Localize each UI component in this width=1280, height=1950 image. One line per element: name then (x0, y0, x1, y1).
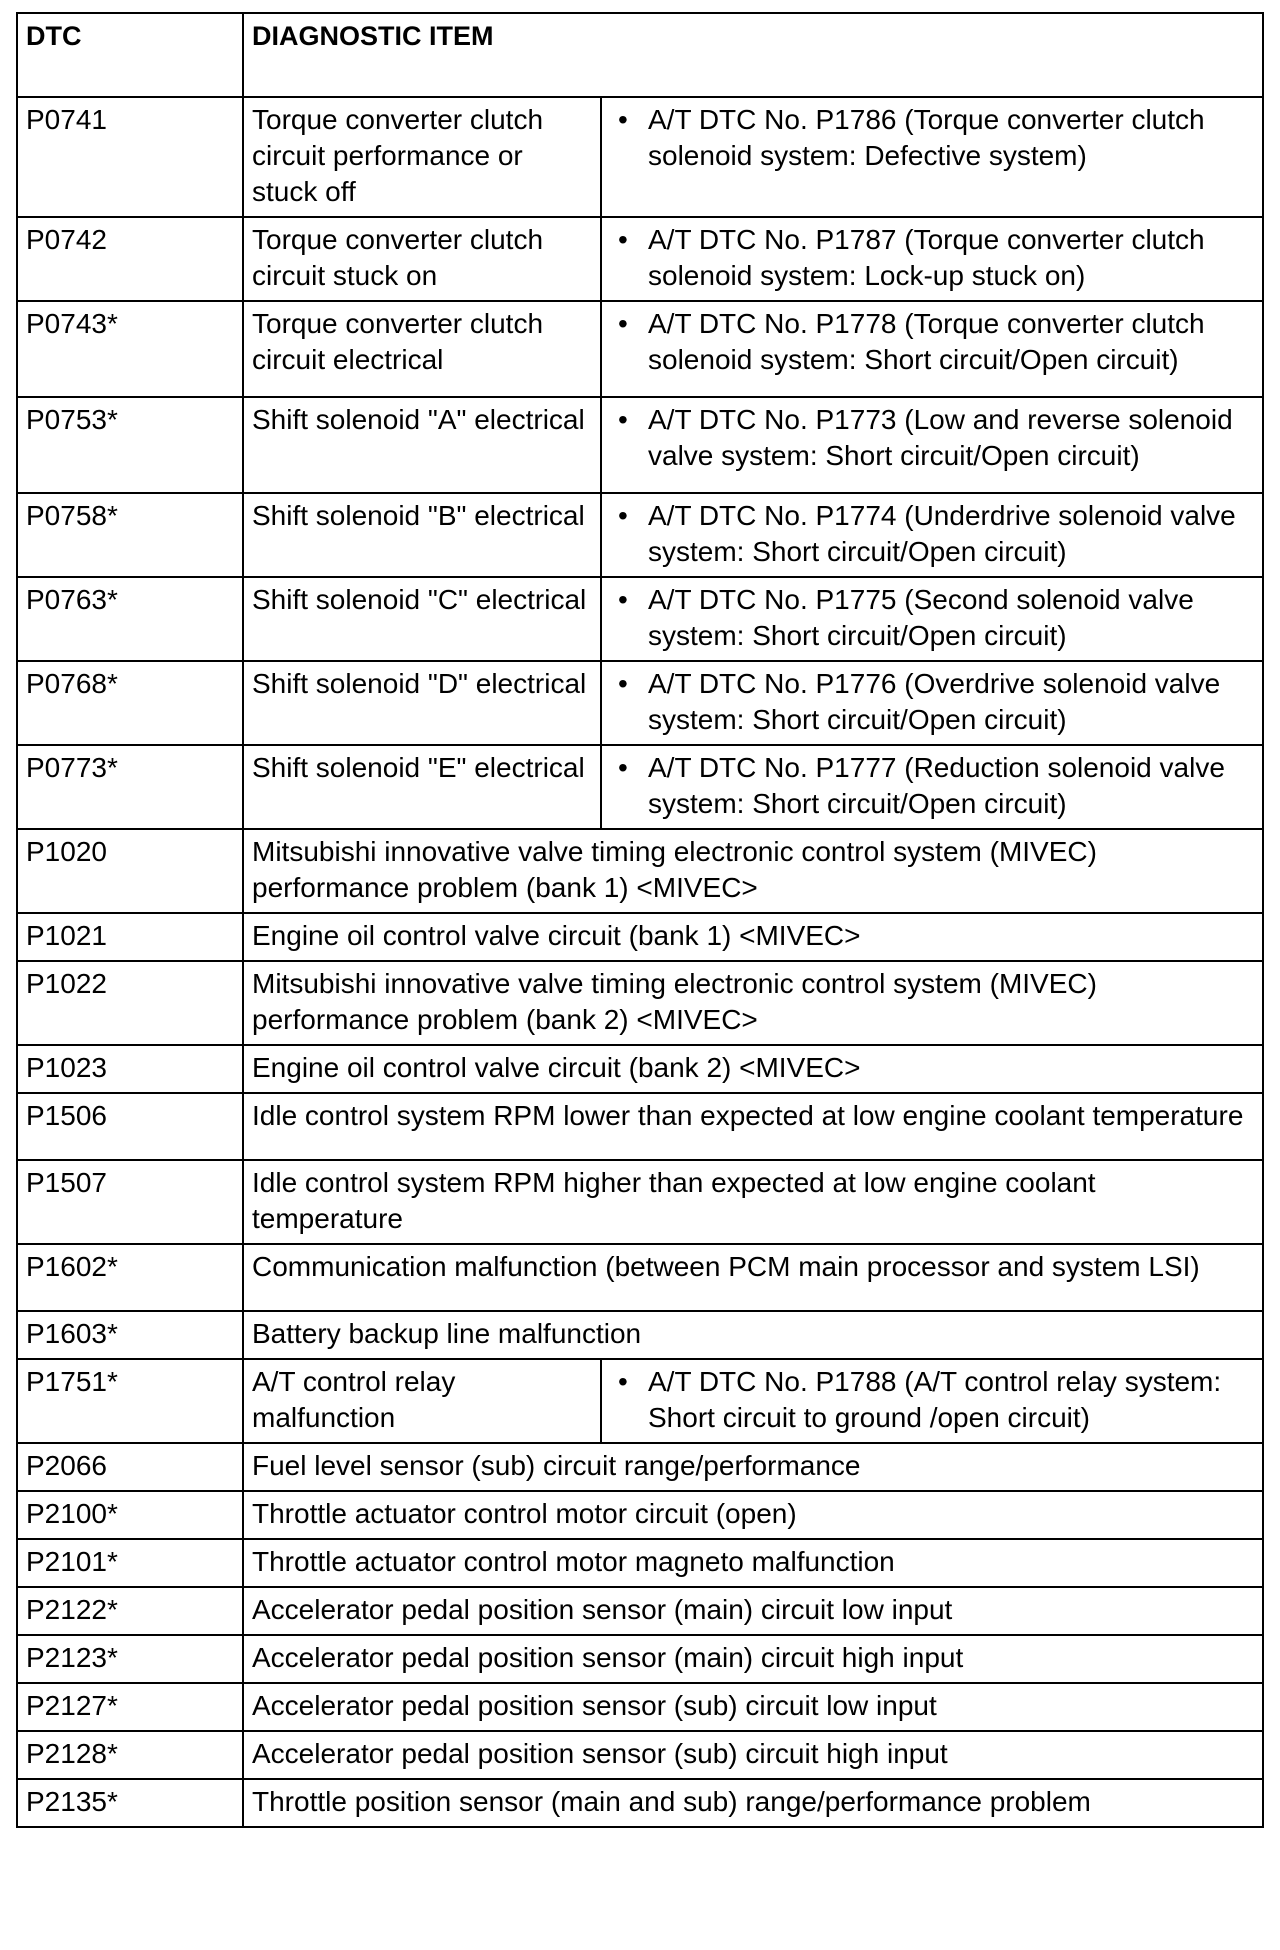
table-row (17, 1779, 1263, 1827)
diagnostic-item: Shift solenoid "C" electrical (243, 577, 601, 661)
header-dtc: DTC (17, 13, 243, 97)
diagnostic-item: A/T control relay malfunction (243, 1359, 601, 1443)
diagnostic-item: Throttle position sensor (main and sub) range/performance problem (243, 1779, 1263, 1827)
at-dtc-detail (601, 493, 1263, 577)
diagnostic-item: Accelerator pedal position sensor (main) circuit low input (243, 1587, 1263, 1635)
dtc-table (16, 12, 1264, 1828)
table-row (17, 1160, 1263, 1244)
dtc-code: P1020 (17, 829, 243, 913)
diagnostic-item: Shift solenoid "B" electrical (243, 493, 601, 577)
dtc-code: P1506 (17, 1093, 243, 1160)
table-row (17, 577, 1263, 661)
diagnostic-item: Accelerator pedal position sensor (main) circuit high input (243, 1635, 1263, 1683)
diagnostic-item: Shift solenoid "A" electrical (243, 397, 601, 493)
bullet-item (610, 750, 1254, 822)
dtc-code: P2128* (17, 1731, 243, 1779)
diagnostic-item: Torque converter clutch circuit performance or stuck off (243, 97, 601, 217)
table-row (17, 1587, 1263, 1635)
diagnostic-item: Accelerator pedal position sensor (sub) circuit low input (243, 1683, 1263, 1731)
bullet-item (610, 306, 1254, 378)
table-row (17, 1244, 1263, 1311)
at-dtc-detail (601, 97, 1263, 217)
diagnostic-item: Throttle actuator control motor magneto malfunction (243, 1539, 1263, 1587)
dtc-code: P0763* (17, 577, 243, 661)
table-row (17, 301, 1263, 397)
table-row (17, 661, 1263, 745)
diagnostic-item: Idle control system RPM lower than expected at low engine coolant temperature (243, 1093, 1263, 1160)
table-row (17, 1635, 1263, 1683)
dtc-code: P2101* (17, 1539, 243, 1587)
dtc-code: P1021 (17, 913, 243, 961)
dtc-code: P1602* (17, 1244, 243, 1311)
table-row (17, 1443, 1263, 1491)
bullet-item (610, 1364, 1254, 1436)
dtc-code: P0753* (17, 397, 243, 493)
bullet-item (610, 102, 1254, 174)
at-dtc-detail-text: A/T DTC No. P1777 (Reduction solenoid valve system: Short circuit/Open circuit) (648, 752, 1225, 819)
bullet-icon: • (618, 1366, 628, 1397)
table-row (17, 1539, 1263, 1587)
bullet-icon: • (618, 752, 628, 783)
table-row (17, 493, 1263, 577)
dtc-code: P1751* (17, 1359, 243, 1443)
diagnostic-item: Torque converter clutch circuit stuck on (243, 217, 601, 301)
diagnostic-item: Torque converter clutch circuit electrical (243, 301, 601, 397)
diagnostic-item: Shift solenoid "D" electrical (243, 661, 601, 745)
at-dtc-detail-text: A/T DTC No. P1788 (A/T control relay system: Short circuit to ground /open circuit) (648, 1366, 1222, 1433)
table-row (17, 1045, 1263, 1093)
dtc-code: P2123* (17, 1635, 243, 1683)
diagnostic-item: Mitsubishi innovative valve timing electronic control system (MIVEC) performance problem (bank 2) <MIVEC> (243, 961, 1263, 1045)
at-dtc-detail-text: A/T DTC No. P1786 (Torque converter clutch solenoid system: Defective system) (648, 104, 1205, 171)
dtc-code: P0758* (17, 493, 243, 577)
diagnostic-item: Idle control system RPM higher than expected at low engine coolant temperature (243, 1160, 1263, 1244)
dtc-code: P1507 (17, 1160, 243, 1244)
diagnostic-item: Accelerator pedal position sensor (sub) circuit high input (243, 1731, 1263, 1779)
dtc-code: P0768* (17, 661, 243, 745)
diagnostic-item: Engine oil control valve circuit (bank 2) <MIVEC> (243, 1045, 1263, 1093)
diagnostic-item: Throttle actuator control motor circuit (open) (243, 1491, 1263, 1539)
table-row (17, 97, 1263, 217)
dtc-code: P0743* (17, 301, 243, 397)
bullet-item (610, 402, 1254, 474)
bullet-icon: • (618, 404, 628, 435)
dtc-code: P2135* (17, 1779, 243, 1827)
at-dtc-detail (601, 301, 1263, 397)
table-row (17, 1359, 1263, 1443)
bullet-icon: • (618, 500, 628, 531)
at-dtc-detail-text: A/T DTC No. P1776 (Overdrive solenoid valve system: Short circuit/Open circuit) (648, 668, 1221, 735)
table-row (17, 1491, 1263, 1539)
dtc-code: P0773* (17, 745, 243, 829)
diagnostic-item: Fuel level sensor (sub) circuit range/performance (243, 1443, 1263, 1491)
dtc-code: P0741 (17, 97, 243, 217)
table-row (17, 1311, 1263, 1359)
at-dtc-detail-text: A/T DTC No. P1774 (Underdrive solenoid valve system: Short circuit/Open circuit) (648, 500, 1236, 567)
at-dtc-detail-text: A/T DTC No. P1773 (Low and reverse solenoid valve system: Short circuit/Open circuit) (648, 404, 1233, 471)
bullet-item (610, 498, 1254, 570)
table-row (17, 1093, 1263, 1160)
bullet-icon: • (618, 584, 628, 615)
dtc-code: P1023 (17, 1045, 243, 1093)
table-row (17, 397, 1263, 493)
at-dtc-detail (601, 661, 1263, 745)
bullet-icon: • (618, 308, 628, 339)
bullet-item (610, 666, 1254, 738)
bullet-icon: • (618, 104, 628, 135)
diagnostic-item: Shift solenoid "E" electrical (243, 745, 601, 829)
table-header-row (17, 13, 1263, 97)
table-row (17, 1683, 1263, 1731)
dtc-code: P2127* (17, 1683, 243, 1731)
dtc-code: P1603* (17, 1311, 243, 1359)
dtc-code: P2066 (17, 1443, 243, 1491)
table-row (17, 829, 1263, 913)
table-row (17, 745, 1263, 829)
diagnostic-item: Mitsubishi innovative valve timing electronic control system (MIVEC) performance problem (bank 1) <MIVEC> (243, 829, 1263, 913)
dtc-code: P2100* (17, 1491, 243, 1539)
diagnostic-item: Communication malfunction (between PCM main processor and system LSI) (243, 1244, 1263, 1311)
bullet-icon: • (618, 668, 628, 699)
header-diagnostic-item: DIAGNOSTIC ITEM (243, 13, 1263, 97)
dtc-table-body (17, 13, 1263, 1827)
at-dtc-detail-text: A/T DTC No. P1775 (Second solenoid valve system: Short circuit/Open circuit) (648, 584, 1194, 651)
bullet-icon: • (618, 224, 628, 255)
at-dtc-detail-text: A/T DTC No. P1778 (Torque converter clutch solenoid system: Short circuit/Open circuit) (648, 308, 1205, 375)
bullet-item (610, 222, 1254, 294)
table-row (17, 217, 1263, 301)
diagnostic-item: Engine oil control valve circuit (bank 1) <MIVEC> (243, 913, 1263, 961)
at-dtc-detail (601, 397, 1263, 493)
at-dtc-detail-text: A/T DTC No. P1787 (Torque converter clutch solenoid system: Lock-up stuck on) (648, 224, 1205, 291)
table-row (17, 913, 1263, 961)
at-dtc-detail (601, 1359, 1263, 1443)
at-dtc-detail (601, 745, 1263, 829)
table-row (17, 1731, 1263, 1779)
dtc-code: P1022 (17, 961, 243, 1045)
bullet-item (610, 582, 1254, 654)
diagnostic-item: Battery backup line malfunction (243, 1311, 1263, 1359)
dtc-code: P2122* (17, 1587, 243, 1635)
dtc-code: P0742 (17, 217, 243, 301)
at-dtc-detail (601, 577, 1263, 661)
table-row (17, 961, 1263, 1045)
at-dtc-detail (601, 217, 1263, 301)
